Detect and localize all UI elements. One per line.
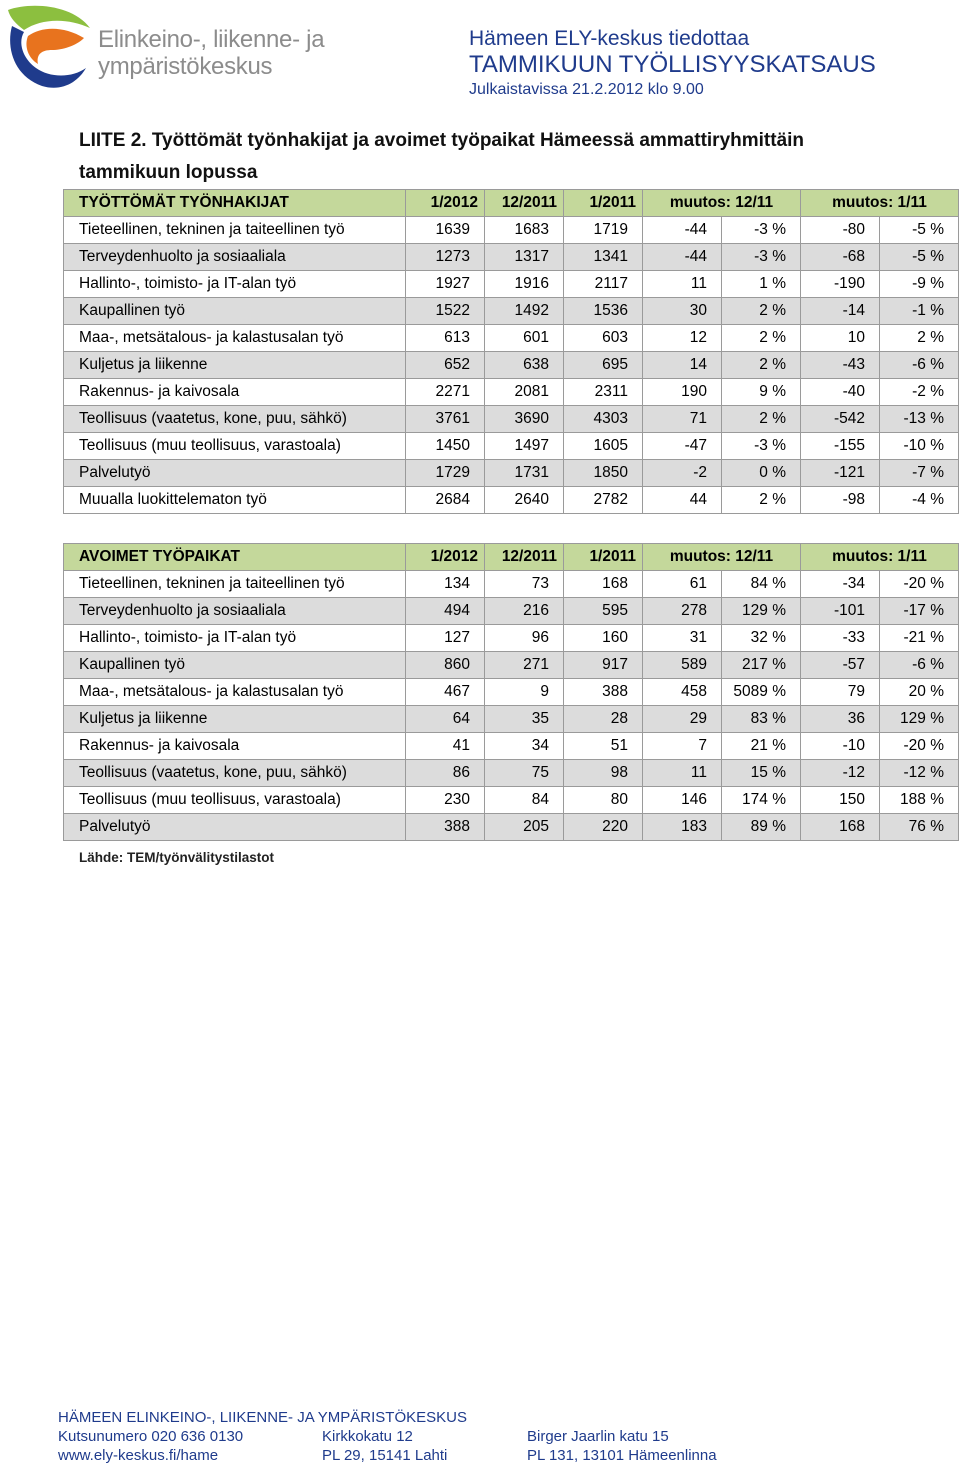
table-cell: 1639 bbox=[406, 217, 485, 244]
table-cell: 695 bbox=[564, 352, 643, 379]
table-cell: 34 bbox=[485, 733, 564, 760]
table-cell: 146 bbox=[643, 787, 722, 814]
row-label: Kuljetus ja liikenne bbox=[64, 706, 406, 733]
table-cell: 1341 bbox=[564, 244, 643, 271]
footer-contact-column bbox=[58, 1427, 243, 1465]
row-label: Terveydenhuolto ja sosiaaliala bbox=[64, 598, 406, 625]
table-cell: -13 % bbox=[880, 406, 959, 433]
table-cell: 129 % bbox=[722, 598, 801, 625]
table-cell: 80 bbox=[564, 787, 643, 814]
table-cell: -14 bbox=[801, 298, 880, 325]
column-header-dec-2011: 12/2011 bbox=[485, 544, 564, 571]
publish-date: Julkaistavissa 21.2.2012 klo 9.00 bbox=[469, 81, 704, 98]
table-cell: 9 % bbox=[722, 379, 801, 406]
table-cell: 76 % bbox=[880, 814, 959, 841]
table-cell: 2 % bbox=[722, 406, 801, 433]
logo-green-leaf bbox=[8, 6, 90, 30]
table-cell: 2640 bbox=[485, 487, 564, 514]
table-cell: 0 % bbox=[722, 460, 801, 487]
table-row bbox=[64, 814, 959, 841]
row-label: Kuljetus ja liikenne bbox=[64, 352, 406, 379]
table-cell: 30 bbox=[643, 298, 722, 325]
row-label: Teollisuus (muu teollisuus, varastoala) bbox=[64, 433, 406, 460]
column-header-change-dec: muutos: 12/11 bbox=[643, 544, 801, 571]
table-cell: -57 bbox=[801, 652, 880, 679]
footer-hameenlinna-address bbox=[527, 1427, 717, 1465]
table-cell: 73 bbox=[485, 571, 564, 598]
table-cell: 190 bbox=[643, 379, 722, 406]
footer-organization: HÄMEEN ELINKEINO-, LIIKENNE- JA YMPÄRISTÖKESKUS bbox=[58, 1409, 467, 1426]
table-cell: -20 % bbox=[880, 733, 959, 760]
table-cell: 75 bbox=[485, 760, 564, 787]
table-header-row bbox=[64, 544, 959, 571]
row-label: Hallinto-, toimisto- ja IT-alan työ bbox=[64, 625, 406, 652]
table-cell: 36 bbox=[801, 706, 880, 733]
table-row bbox=[64, 760, 959, 787]
table-cell: 51 bbox=[564, 733, 643, 760]
column-header-category: AVOIMET TYÖPAIKAT bbox=[64, 544, 406, 571]
row-label: Maa-, metsätalous- ja kalastusalan työ bbox=[64, 679, 406, 706]
table-cell: -44 bbox=[643, 244, 722, 271]
table-cell: 2684 bbox=[406, 487, 485, 514]
table-cell: 129 % bbox=[880, 706, 959, 733]
table-cell: 216 bbox=[485, 598, 564, 625]
table-row bbox=[64, 217, 959, 244]
table-cell: 860 bbox=[406, 652, 485, 679]
table-header-row bbox=[64, 190, 959, 217]
table-cell: 28 bbox=[564, 706, 643, 733]
table-cell: 458 bbox=[643, 679, 722, 706]
table-cell: -9 % bbox=[880, 271, 959, 298]
table-cell: 41 bbox=[406, 733, 485, 760]
table-cell: -12 bbox=[801, 760, 880, 787]
column-header-change-jan: muutos: 1/11 bbox=[801, 190, 959, 217]
table-cell: -7 % bbox=[880, 460, 959, 487]
table-row bbox=[64, 244, 959, 271]
table-cell: 21 % bbox=[722, 733, 801, 760]
table-cell: 44 bbox=[643, 487, 722, 514]
table-cell: -2 % bbox=[880, 379, 959, 406]
table-cell: 603 bbox=[564, 325, 643, 352]
table-cell: 595 bbox=[564, 598, 643, 625]
appendix-title bbox=[79, 125, 804, 189]
table-cell: 917 bbox=[564, 652, 643, 679]
table-cell: -12 % bbox=[880, 760, 959, 787]
table-cell: 15 % bbox=[722, 760, 801, 787]
row-label: Teollisuus (muu teollisuus, varastoala) bbox=[64, 787, 406, 814]
footer-street-address: Kirkkokatu 12 bbox=[322, 1428, 413, 1445]
table-cell: 2 % bbox=[880, 325, 959, 352]
table-cell: 20 % bbox=[880, 679, 959, 706]
table-cell: 494 bbox=[406, 598, 485, 625]
table-cell: 388 bbox=[564, 679, 643, 706]
table-cell: 11 bbox=[643, 271, 722, 298]
table-row bbox=[64, 571, 959, 598]
table-cell: -17 % bbox=[880, 598, 959, 625]
table-cell: -33 bbox=[801, 625, 880, 652]
table-cell: 9 bbox=[485, 679, 564, 706]
table-cell: 4303 bbox=[564, 406, 643, 433]
table-cell: 127 bbox=[406, 625, 485, 652]
table-cell: -10 % bbox=[880, 433, 959, 460]
table-cell: 79 bbox=[801, 679, 880, 706]
open-vacancies-table bbox=[63, 543, 959, 841]
column-header-jan-2011: 1/2011 bbox=[564, 190, 643, 217]
table-cell: 230 bbox=[406, 787, 485, 814]
table-cell: 278 bbox=[643, 598, 722, 625]
table-cell: 388 bbox=[406, 814, 485, 841]
table-cell: -4 % bbox=[880, 487, 959, 514]
table-cell: 32 % bbox=[722, 625, 801, 652]
row-label: Tieteellinen, tekninen ja taiteellinen työ bbox=[64, 217, 406, 244]
row-label: Tieteellinen, tekninen ja taiteellinen työ bbox=[64, 571, 406, 598]
row-label: Terveydenhuolto ja sosiaaliala bbox=[64, 244, 406, 271]
table-cell: 12 bbox=[643, 325, 722, 352]
table-cell: 5089 % bbox=[722, 679, 801, 706]
footer-street-address: Birger Jaarlin katu 15 bbox=[527, 1428, 669, 1445]
table-cell: -34 bbox=[801, 571, 880, 598]
table-cell: 168 bbox=[801, 814, 880, 841]
table-cell: -6 % bbox=[880, 652, 959, 679]
organization-name-line1: Elinkeino-, liikenne- ja bbox=[98, 26, 325, 53]
table-cell: 160 bbox=[564, 625, 643, 652]
table-cell: -40 bbox=[801, 379, 880, 406]
table-cell: 1273 bbox=[406, 244, 485, 271]
column-header-jan-2012: 1/2012 bbox=[406, 544, 485, 571]
table-cell: 2 % bbox=[722, 298, 801, 325]
report-title: TAMMIKUUN TYÖLLISYYSKATSAUS bbox=[469, 51, 876, 78]
row-label: Teollisuus (vaatetus, kone, puu, sähkö) bbox=[64, 406, 406, 433]
column-header-jan-2011: 1/2011 bbox=[564, 544, 643, 571]
press-release-header bbox=[469, 26, 876, 101]
table-cell: -190 bbox=[801, 271, 880, 298]
press-release-label: Hämeen ELY-keskus tiedottaa bbox=[469, 27, 750, 50]
table-cell: 1497 bbox=[485, 433, 564, 460]
table-cell: 652 bbox=[406, 352, 485, 379]
organization-name bbox=[98, 26, 324, 80]
footer-lahti-address bbox=[322, 1427, 447, 1465]
footer-website[interactable]: www.ely-keskus.fi/hame bbox=[58, 1447, 219, 1464]
table-cell: 84 % bbox=[722, 571, 801, 598]
table-row bbox=[64, 406, 959, 433]
column-header-jan-2012: 1/2012 bbox=[406, 190, 485, 217]
appendix-title-line1: LIITE 2. Työttömät työnhakijat ja avoimet työpaikat Hämeessä ammattiryhmittäin bbox=[79, 130, 805, 151]
footer-postal-address: PL 131, 13101 Hämeenlinna bbox=[527, 1447, 717, 1464]
table-cell: 89 % bbox=[722, 814, 801, 841]
table-cell: 1729 bbox=[406, 460, 485, 487]
appendix-title-line2: tammikuun lopussa bbox=[79, 162, 258, 183]
table-cell: 29 bbox=[643, 706, 722, 733]
table-row bbox=[64, 787, 959, 814]
table-cell: 1536 bbox=[564, 298, 643, 325]
table-cell: -6 % bbox=[880, 352, 959, 379]
table-cell: -3 % bbox=[722, 217, 801, 244]
table-cell: -542 bbox=[801, 406, 880, 433]
table-cell: -155 bbox=[801, 433, 880, 460]
table-cell: 96 bbox=[485, 625, 564, 652]
table-cell: 98 bbox=[564, 760, 643, 787]
table-cell: 35 bbox=[485, 706, 564, 733]
table-cell: 86 bbox=[406, 760, 485, 787]
table-cell: 271 bbox=[485, 652, 564, 679]
table-cell: 589 bbox=[643, 652, 722, 679]
table-cell: -43 bbox=[801, 352, 880, 379]
row-label: Palvelutyö bbox=[64, 814, 406, 841]
table-cell: 1522 bbox=[406, 298, 485, 325]
table-cell: -21 % bbox=[880, 625, 959, 652]
table-cell: -121 bbox=[801, 460, 880, 487]
table-cell: 601 bbox=[485, 325, 564, 352]
table-cell: 1 % bbox=[722, 271, 801, 298]
table-cell: 1317 bbox=[485, 244, 564, 271]
table-cell: 71 bbox=[643, 406, 722, 433]
table-cell: 83 % bbox=[722, 706, 801, 733]
table-cell: 84 bbox=[485, 787, 564, 814]
unemployed-jobseekers-table bbox=[63, 189, 959, 514]
table-cell: -47 bbox=[643, 433, 722, 460]
table-row bbox=[64, 325, 959, 352]
row-label: Kaupallinen työ bbox=[64, 298, 406, 325]
table-cell: 174 % bbox=[722, 787, 801, 814]
table-cell: -2 bbox=[643, 460, 722, 487]
table-cell: -5 % bbox=[880, 217, 959, 244]
table-cell: -20 % bbox=[880, 571, 959, 598]
table-cell: 14 bbox=[643, 352, 722, 379]
table-cell: -10 bbox=[801, 733, 880, 760]
table-row bbox=[64, 598, 959, 625]
table-cell: 2311 bbox=[564, 379, 643, 406]
table-row bbox=[64, 706, 959, 733]
table-cell: 1719 bbox=[564, 217, 643, 244]
table-cell: 10 bbox=[801, 325, 880, 352]
table-cell: 1450 bbox=[406, 433, 485, 460]
table-cell: -5 % bbox=[880, 244, 959, 271]
table-cell: 2 % bbox=[722, 352, 801, 379]
table-cell: 1683 bbox=[485, 217, 564, 244]
organization-name-line2: ympäristökeskus bbox=[98, 53, 273, 80]
row-label: Kaupallinen työ bbox=[64, 652, 406, 679]
table-cell: 1916 bbox=[485, 271, 564, 298]
table-cell: 183 bbox=[643, 814, 722, 841]
table-row bbox=[64, 733, 959, 760]
table-cell: 2117 bbox=[564, 271, 643, 298]
row-label: Rakennus- ja kaivosala bbox=[64, 733, 406, 760]
table-cell: 217 % bbox=[722, 652, 801, 679]
table-cell: 1850 bbox=[564, 460, 643, 487]
table-cell: 638 bbox=[485, 352, 564, 379]
table-cell: 64 bbox=[406, 706, 485, 733]
table-cell: -3 % bbox=[722, 433, 801, 460]
table-cell: 220 bbox=[564, 814, 643, 841]
table-cell: 7 bbox=[643, 733, 722, 760]
table-cell: 1927 bbox=[406, 271, 485, 298]
table-cell: 11 bbox=[643, 760, 722, 787]
ely-logo bbox=[2, 2, 92, 90]
row-label: Maa-, metsätalous- ja kalastusalan työ bbox=[64, 325, 406, 352]
table-cell: -101 bbox=[801, 598, 880, 625]
table-row bbox=[64, 679, 959, 706]
column-header-dec-2011: 12/2011 bbox=[485, 190, 564, 217]
table-cell: 3761 bbox=[406, 406, 485, 433]
table-cell: 2 % bbox=[722, 487, 801, 514]
logo-orange-swirl bbox=[26, 29, 84, 64]
table-row bbox=[64, 379, 959, 406]
table-row bbox=[64, 271, 959, 298]
table-row bbox=[64, 298, 959, 325]
row-label: Hallinto-, toimisto- ja IT-alan työ bbox=[64, 271, 406, 298]
table-cell: 613 bbox=[406, 325, 485, 352]
table-cell: 188 % bbox=[880, 787, 959, 814]
table-cell: 467 bbox=[406, 679, 485, 706]
column-header-category: TYÖTTÖMÄT TYÖNHAKIJAT bbox=[64, 190, 406, 217]
row-label: Muualla luokittelematon työ bbox=[64, 487, 406, 514]
table-row bbox=[64, 352, 959, 379]
table-row bbox=[64, 652, 959, 679]
table-cell: 1492 bbox=[485, 298, 564, 325]
row-label: Rakennus- ja kaivosala bbox=[64, 379, 406, 406]
table-cell: 1731 bbox=[485, 460, 564, 487]
column-header-change-jan: muutos: 1/11 bbox=[801, 544, 959, 571]
table-cell: 2081 bbox=[485, 379, 564, 406]
table-cell: 150 bbox=[801, 787, 880, 814]
table-row bbox=[64, 625, 959, 652]
table-cell: 1605 bbox=[564, 433, 643, 460]
column-header-change-dec: muutos: 12/11 bbox=[643, 190, 801, 217]
footer-postal-address: PL 29, 15141 Lahti bbox=[322, 1447, 448, 1464]
table-cell: 2 % bbox=[722, 325, 801, 352]
table-cell: -44 bbox=[643, 217, 722, 244]
table-cell: -98 bbox=[801, 487, 880, 514]
table-cell: 3690 bbox=[485, 406, 564, 433]
table-cell: 205 bbox=[485, 814, 564, 841]
table-cell: 31 bbox=[643, 625, 722, 652]
table-cell: 168 bbox=[564, 571, 643, 598]
table-cell: 61 bbox=[643, 571, 722, 598]
table-cell: 134 bbox=[406, 571, 485, 598]
table-cell: -3 % bbox=[722, 244, 801, 271]
table-cell: -1 % bbox=[880, 298, 959, 325]
table-row bbox=[64, 487, 959, 514]
row-label: Teollisuus (vaatetus, kone, puu, sähkö) bbox=[64, 760, 406, 787]
table-row bbox=[64, 460, 959, 487]
row-label: Palvelutyö bbox=[64, 460, 406, 487]
table-cell: 2782 bbox=[564, 487, 643, 514]
table-cell: -68 bbox=[801, 244, 880, 271]
footer-phone: Kutsunumero 020 636 0130 bbox=[58, 1428, 244, 1445]
data-source-note: Lähde: TEM/työnvälitystilastot bbox=[79, 850, 275, 865]
table-cell: -80 bbox=[801, 217, 880, 244]
table-row bbox=[64, 433, 959, 460]
table-cell: 2271 bbox=[406, 379, 485, 406]
